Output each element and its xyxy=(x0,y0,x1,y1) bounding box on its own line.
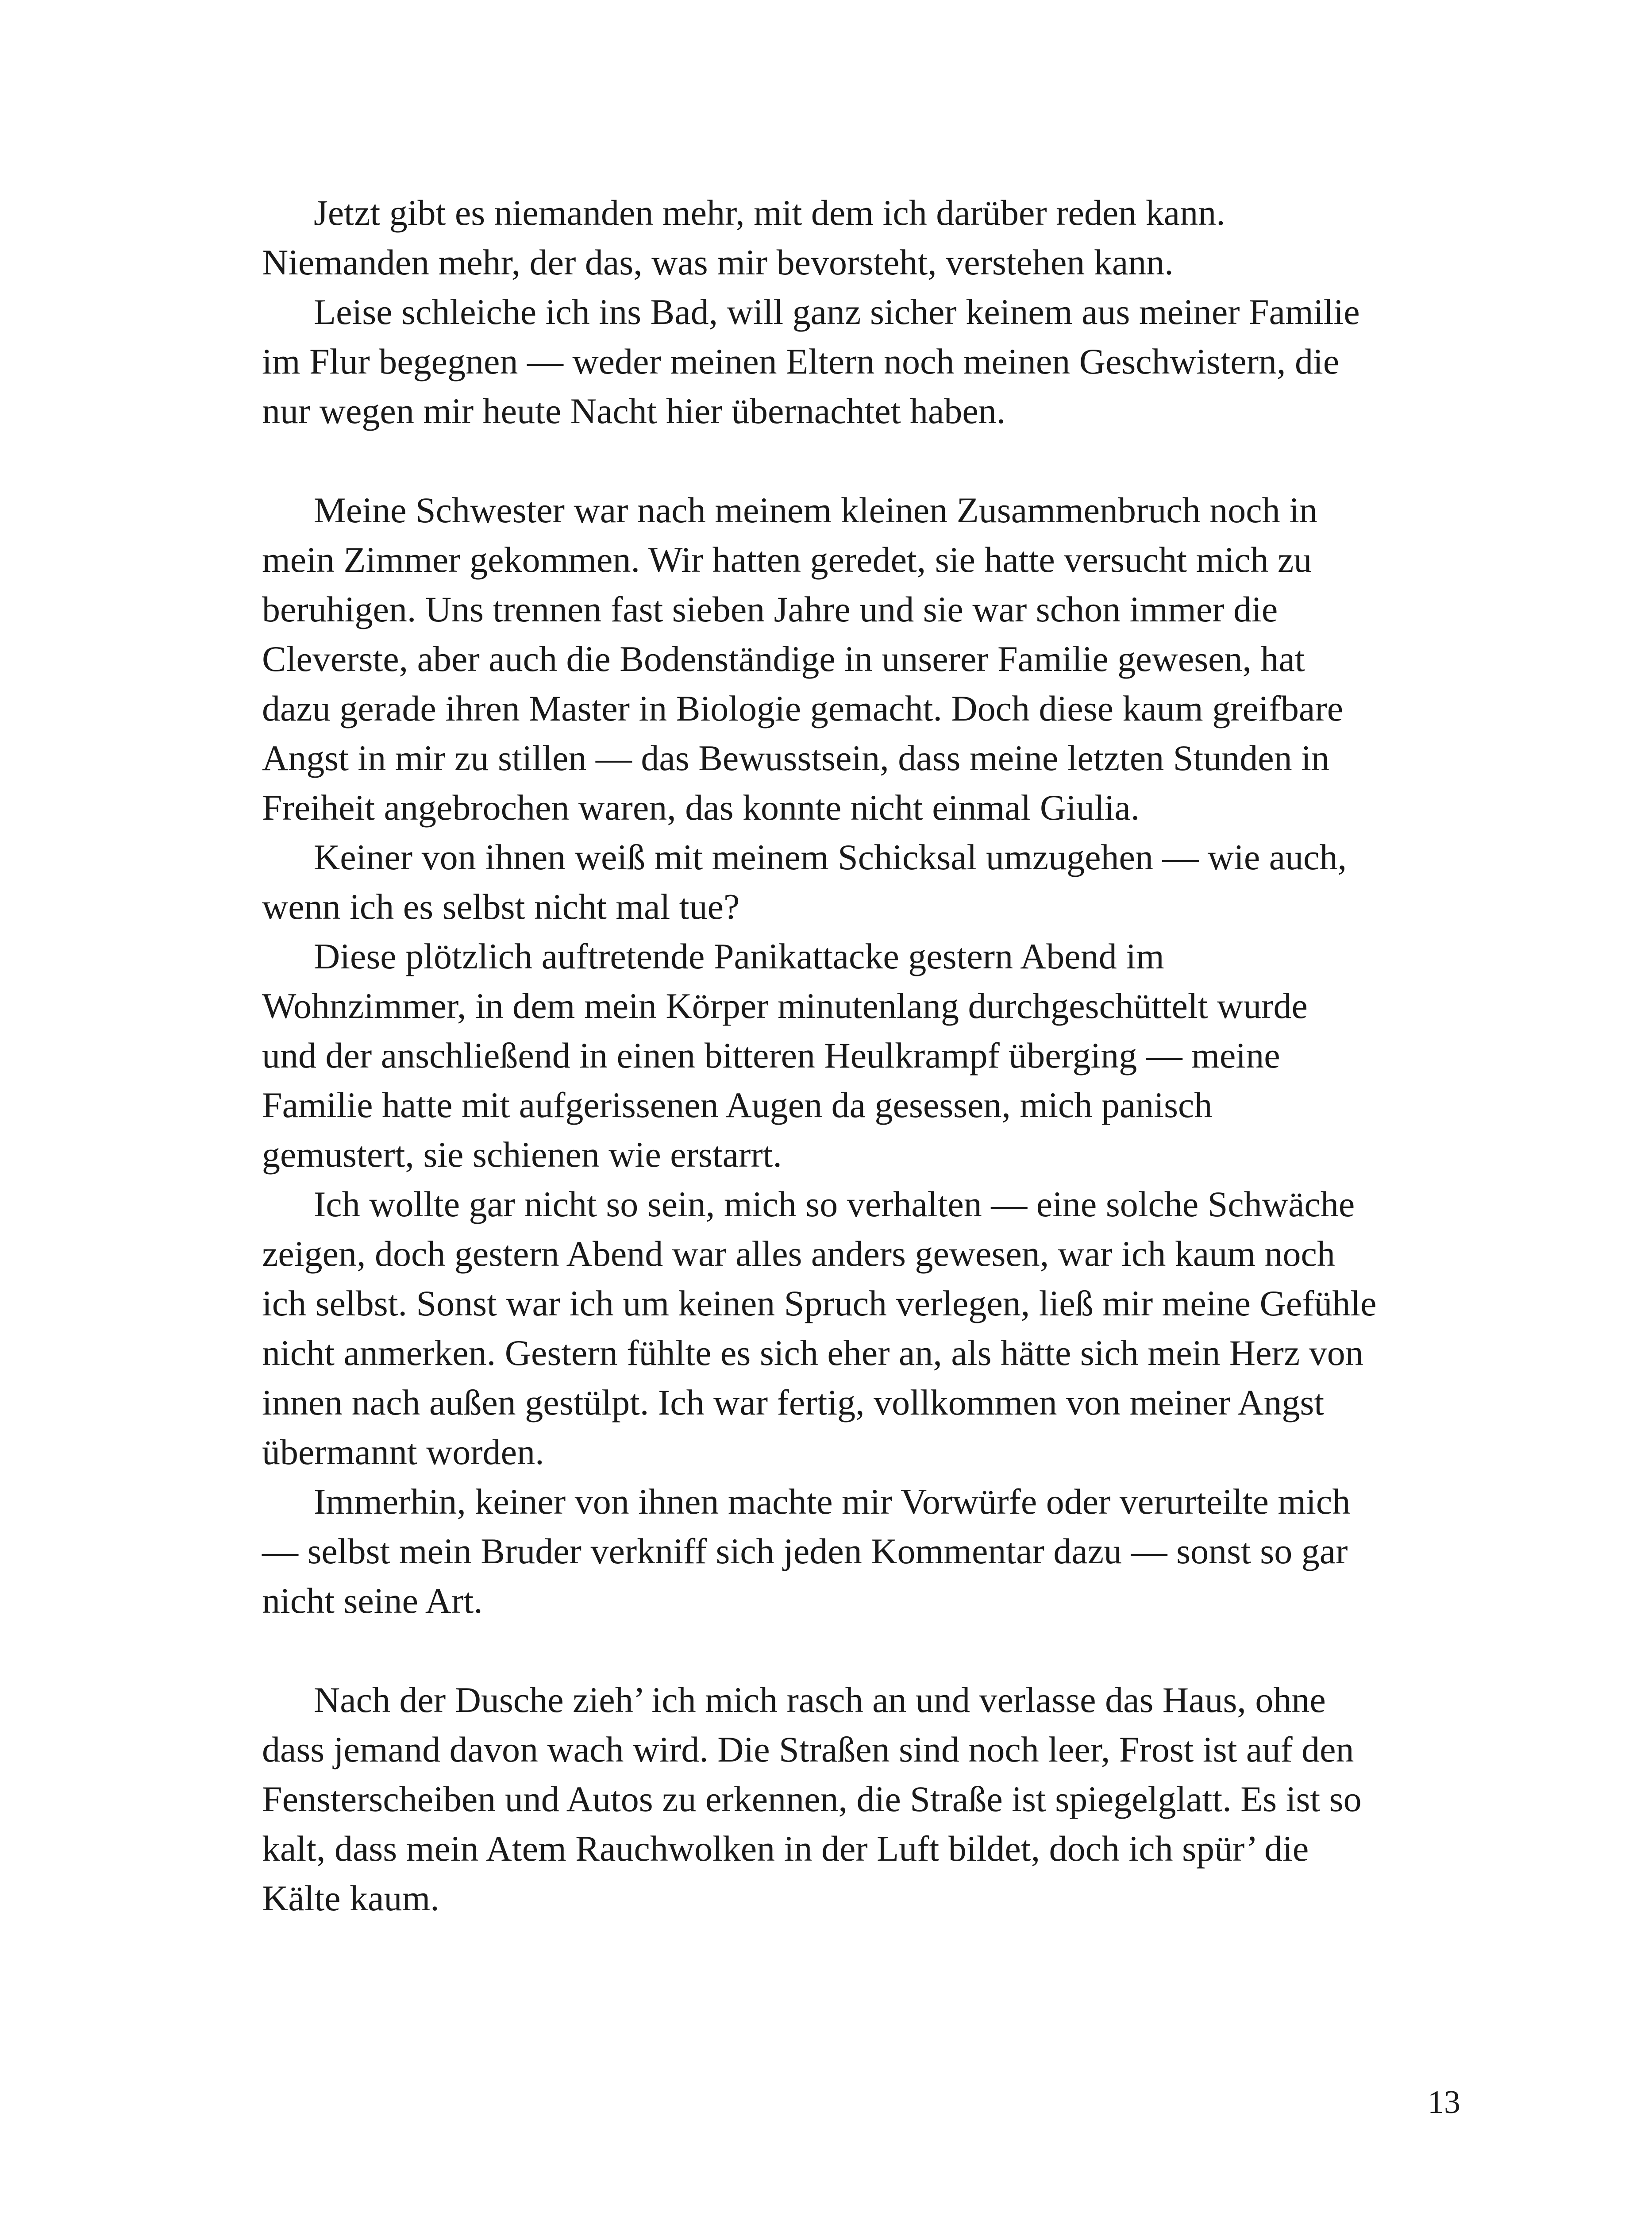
text-line: Fensterscheiben und Autos zu erkennen, die Straße ist spiegelglatt. Es ist so xyxy=(262,1779,1362,1819)
text-line: Kälte kaum. xyxy=(262,1878,439,1918)
paragraph xyxy=(262,486,1464,833)
text-line: Cleverste, aber auch die Bodenständige in unserer Familie gewesen, hat xyxy=(262,639,1305,679)
text-line: innen nach außen gestülpt. Ich war fertig, vollkommen von meiner Angst xyxy=(262,1382,1325,1423)
text-line: Meine Schwester war nach meinem kleinen Zusammenbruch noch in xyxy=(314,490,1317,530)
paragraph xyxy=(262,1180,1464,1477)
body-text xyxy=(262,188,1464,1923)
text-line: Ich wollte gar nicht so sein, mich so verhalten — eine solche Schwäche xyxy=(314,1184,1355,1224)
text-line: Angst in mir zu stillen — das Bewusstsein, dass meine letzten Stunden in xyxy=(262,738,1329,778)
text-line: — selbst mein Bruder verkniff sich jeden Kommentar dazu — sonst so gar xyxy=(262,1531,1348,1571)
text-line: Nach der Dusche zieh’ ich mich rasch an und verlasse das Haus, ohne xyxy=(314,1680,1326,1720)
text-line: Freiheit angebrochen waren, das konnte nicht einmal Giulia. xyxy=(262,787,1140,828)
text-line: ich selbst. Sonst war ich um keinen Spruch verlegen, ließ mir meine Gefühle xyxy=(262,1283,1377,1323)
text-line: Diese plötzlich auftretende Panikattacke gestern Abend im xyxy=(314,936,1164,976)
text-line: Immerhin, keiner von ihnen machte mir Vorwürfe oder verurteilte mich xyxy=(314,1481,1351,1522)
text-line: wenn ich es selbst nicht mal tue? xyxy=(262,887,740,927)
text-line: beruhigen. Uns trennen fast sieben Jahre und sie war schon immer die xyxy=(262,589,1278,629)
text-line: nur wegen mir heute Nacht hier übernachtet haben. xyxy=(262,391,1006,431)
text-line: zeigen, doch gestern Abend war alles anders gewesen, war ich kaum noch xyxy=(262,1234,1335,1274)
text-line: und der anschließend in einen bitteren Heulkrampf überging — meine xyxy=(262,1035,1280,1076)
text-line: nicht anmerken. Gestern fühlte es sich eher an, als hätte sich mein Herz von xyxy=(262,1333,1363,1373)
page-number: 13 xyxy=(1428,2084,1460,2120)
paragraph xyxy=(262,932,1464,1180)
text-line: Niemanden mehr, der das, was mir bevorsteht, verstehen kann. xyxy=(262,242,1174,282)
paragraph xyxy=(262,1675,1464,1923)
text-line: Jetzt gibt es niemanden mehr, mit dem ich darüber reden kann. xyxy=(314,193,1225,233)
text-line: Leise schleiche ich ins Bad, will ganz sicher keinem aus meiner Familie xyxy=(314,292,1360,332)
text-line: nicht seine Art. xyxy=(262,1581,483,1621)
text-line: mein Zimmer gekommen. Wir hatten geredet, sie hatte versucht mich zu xyxy=(262,540,1312,580)
text-line: Wohnzimmer, in dem mein Körper minutenlang durchgeschüttelt wurde xyxy=(262,986,1308,1026)
text-line: Keiner von ihnen weiß mit meinem Schicksal umzugehen — wie auch, xyxy=(314,837,1347,877)
paragraph xyxy=(262,188,1464,287)
text-line: kalt, dass mein Atem Rauchwolken in der Luft bildet, doch ich spür’ die xyxy=(262,1828,1309,1869)
text-line: gemustert, sie schienen wie erstarrt. xyxy=(262,1134,782,1175)
text-line: dass jemand davon wach wird. Die Straßen sind noch leer, Frost ist auf den xyxy=(262,1729,1354,1770)
paragraph xyxy=(262,1477,1464,1626)
text-line: übermannt worden. xyxy=(262,1432,544,1472)
section-break xyxy=(262,436,1464,486)
text-line: Familie hatte mit aufgerissenen Augen da gesessen, mich panisch xyxy=(262,1085,1213,1125)
paragraph xyxy=(262,833,1464,932)
section-break xyxy=(262,1626,1464,1675)
paragraph xyxy=(262,287,1464,436)
text-line: im Flur begegnen — weder meinen Eltern noch meinen Geschwistern, die xyxy=(262,341,1340,382)
text-line: dazu gerade ihren Master in Biologie gemacht. Doch diese kaum greifbare xyxy=(262,688,1344,729)
